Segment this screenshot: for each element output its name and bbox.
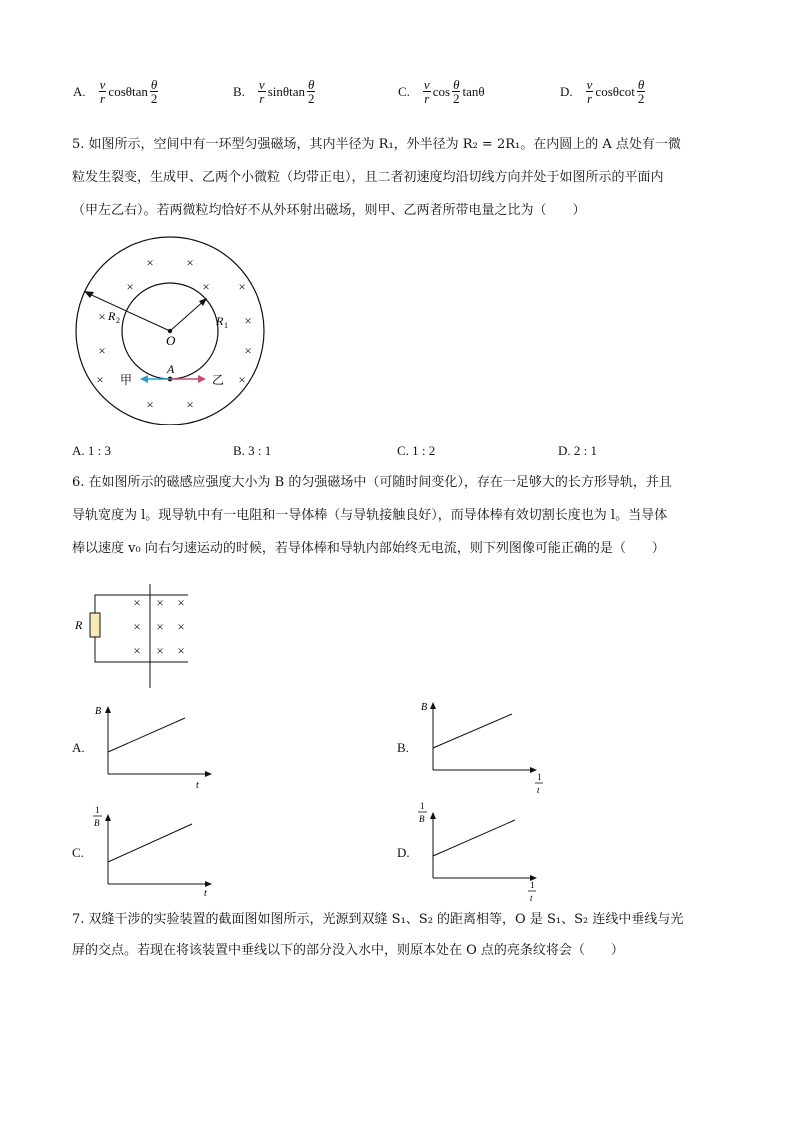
graph-line <box>433 820 515 856</box>
graph-b <box>415 698 550 800</box>
graph-d <box>415 798 550 904</box>
svg-text:×: × <box>238 372 246 387</box>
y-axis-label: B <box>421 702 428 713</box>
graph-line <box>433 714 512 748</box>
graph-d-letter: D. <box>397 845 410 860</box>
q7-line-2: 屏的交点。若现在将该装置中垂线以下的部分没入水中，则原本处在 O 点的亮条纹将会（ ） <box>72 943 624 958</box>
graph-a <box>90 702 220 794</box>
fraction: $\frac{v}{r}$ <box>586 77 593 106</box>
q6-circuit-figure <box>70 582 200 692</box>
q4-option-b: B. $\frac{v}{r}$ sinθtan $\frac{\theta}{2}$ <box>233 77 315 106</box>
y-axis-arrow-icon <box>430 812 436 819</box>
fraction: $\frac{\theta}{2}$ <box>307 77 315 106</box>
y-axis-label-num: 1 <box>420 801 425 811</box>
svg-text:×: × <box>177 619 185 634</box>
q6-line-2: 导轨宽度为 l。现导轨中有一电阻和一导体棒（与导轨接触良好），而导体棒有效切割长度也为 l。当导体 <box>72 508 668 523</box>
label-jia: 甲 <box>120 373 133 387</box>
q5-ring-figure <box>70 235 270 425</box>
svg-text:×: × <box>146 255 154 270</box>
svg-text:×: × <box>133 595 141 610</box>
q5-line-2: 粒发生裂变，生成甲、乙两个小微粒（均带正电），且二者初速度均沿切线方向并处于如图所示的平面内 <box>72 170 664 185</box>
resistor <box>90 613 100 637</box>
y-axis-label-den: B <box>419 814 425 824</box>
rail-track <box>95 595 188 662</box>
q4-option-d: D. $\frac{v}{r}$ cosθcot $\frac{\theta}{2}$ <box>560 77 645 106</box>
svg-text:×: × <box>96 372 104 387</box>
q5-option-d: D. 2 : 1 <box>558 443 597 458</box>
graph-c-letter: C. <box>72 845 84 860</box>
label-r2-sub: 2 <box>116 316 120 325</box>
q4-option-c: C. $\frac{v}{r}$ cos $\frac{\theta}{2}$ tanθ <box>398 77 485 106</box>
graph-b-letter: B. <box>397 740 409 755</box>
radius-r1-line <box>170 299 206 331</box>
svg-text:×: × <box>98 343 106 358</box>
label-a: A <box>167 362 175 376</box>
label-o: O <box>166 333 176 348</box>
y-axis-label-den: B <box>94 818 100 828</box>
q5-line-3: （甲左乙右）。若两微粒均恰好不从外环射出磁场，则甲、乙两者所带电量之比为（ ） <box>72 203 586 218</box>
svg-text:×: × <box>238 279 246 294</box>
fraction: $\frac{v}{r}$ <box>423 77 430 106</box>
fraction: $\frac{\theta}{2}$ <box>637 77 645 106</box>
label-r2: R <box>108 309 116 323</box>
y-axis-arrow-icon <box>430 702 436 709</box>
svg-text:×: × <box>177 595 185 610</box>
fraction: $\frac{\theta}{2}$ <box>150 77 158 106</box>
arrowhead-icon <box>84 291 94 298</box>
q7-line-1: 7. 双缝干涉的实验装置的截面图如图所示，光源到双缝 S₁、S₂ 的距离相等，O 是 S₁、S₂ 连线中垂线与光 <box>72 912 684 927</box>
svg-text:×: × <box>177 643 185 658</box>
q4-options-row <box>72 78 732 118</box>
svg-text:×: × <box>202 279 210 294</box>
q6-line-3: 棒以速度 v₀ 向右匀速运动的时候，若导体棒和导轨内部始终无电流，则下列图像可能正确的是（ ） <box>72 541 665 556</box>
y-axis-arrow-icon <box>105 814 111 821</box>
x-axis-label: t <box>204 888 207 899</box>
svg-text:×: × <box>156 619 164 634</box>
y-axis-label-num: 1 <box>95 805 100 815</box>
svg-text:×: × <box>156 643 164 658</box>
magnetic-field-crosses <box>133 595 184 658</box>
x-axis-label-den: t <box>530 893 533 903</box>
q5-option-a: A. 1 : 3 <box>72 443 111 458</box>
svg-text:×: × <box>186 255 194 270</box>
svg-text:×: × <box>244 343 252 358</box>
fraction: $\frac{\theta}{2}$ <box>453 77 460 106</box>
label-yi: 乙 <box>212 373 225 387</box>
q6-line-1: 6. 在如图所示的磁感应强度大小为 B 的匀强磁场中（可随时间变化），存在一足够大的长方形导轨，并且 <box>72 475 672 490</box>
fraction: $\frac{v}{r}$ <box>258 77 265 106</box>
q4-option-a: A. $\frac{v}{r}$ cosθtan $\frac{\theta}{2}$ <box>73 77 158 106</box>
x-axis-arrow-icon <box>205 771 212 777</box>
arrowhead-icon <box>140 375 148 383</box>
x-axis-label-den: t <box>537 785 540 795</box>
y-axis-label: B <box>95 706 102 717</box>
graph-a-letter: A. <box>72 740 85 755</box>
svg-text:×: × <box>133 643 141 658</box>
label-r1: R <box>216 314 224 328</box>
svg-text:×: × <box>156 595 164 610</box>
graph-line <box>108 824 192 862</box>
svg-text:×: × <box>186 397 194 412</box>
svg-text:×: × <box>98 309 106 324</box>
x-axis-label-num: 1 <box>530 880 535 890</box>
graph-c <box>90 800 220 900</box>
svg-text:×: × <box>133 619 141 634</box>
graph-line <box>108 718 185 752</box>
q5-option-c: C. 1 : 2 <box>397 443 436 458</box>
label-r1-sub: 1 <box>224 321 228 330</box>
svg-text:×: × <box>126 279 134 294</box>
x-axis-label: t <box>196 780 199 791</box>
y-axis-arrow-icon <box>105 706 111 713</box>
x-axis-label-num: 1 <box>537 772 542 782</box>
svg-text:×: × <box>244 313 252 328</box>
x-axis-arrow-icon <box>530 767 537 773</box>
q5-line-1: 5. 如图所示，空间中有一环型匀强磁场，其内半径为 R₁，外半径为 R₂ = 2R₁。在内圆上的 A 点处有一微 <box>72 137 681 152</box>
svg-text:×: × <box>146 397 154 412</box>
arrowhead-icon <box>198 375 206 383</box>
x-axis-arrow-icon <box>205 881 212 887</box>
q5-option-b: B. 3 : 1 <box>233 443 272 458</box>
fraction: $\frac{v}{r}$ <box>99 77 106 106</box>
label-r: R <box>75 618 83 632</box>
